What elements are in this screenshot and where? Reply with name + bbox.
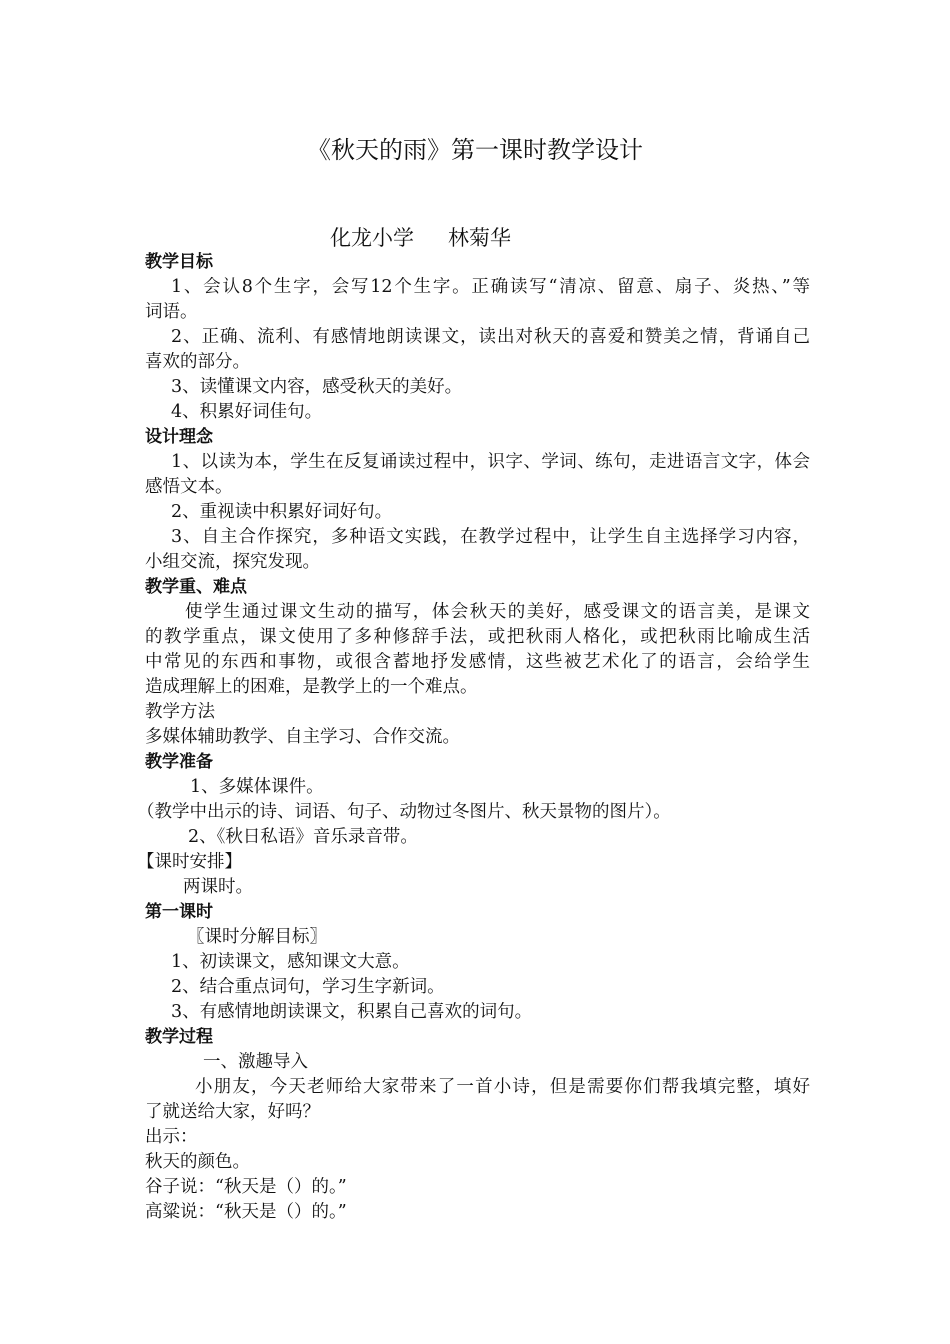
section-heading: 第一课时 xyxy=(145,902,213,922)
document-title: 《秋天的雨》第一课时教学设计 xyxy=(307,136,643,164)
body-text-line: 多媒体辅助教学、自主学习、合作交流。 xyxy=(145,727,460,747)
body-text-line: 中常见的东西和事物，或很含蓄地抒发感情，这些被艺术化了的语言，会给学生 xyxy=(145,652,810,672)
body-text-line: 2、重视读中积累好词好句。 xyxy=(171,502,393,522)
body-text-line: 的教学重点，课文使用了多种修辞手法，或把秋雨人格化，或把秋雨比喻成生活 xyxy=(145,627,810,647)
body-text-line: 【课时安排】 xyxy=(137,852,242,872)
body-text-line: 4、积累好词佳句。 xyxy=(171,402,323,422)
body-text-line: 小朋友，今天老师给大家带来了一首小诗，但是需要你们帮我填完整，填好 xyxy=(195,1077,810,1097)
body-text-line: 2、结合重点词句，学习生字新词。 xyxy=(171,977,445,997)
body-text-line: 3、有感情地朗读课文，积累自己喜欢的词句。 xyxy=(171,1002,533,1022)
body-text-line: 高粱说：“秋天是（）的。” xyxy=(145,1202,347,1222)
body-text-line: 谷子说：“秋天是（）的。” xyxy=(145,1177,347,1197)
section-heading: 教学过程 xyxy=(145,1027,213,1047)
body-text-line: 2、《秋日私语》音乐录音带。 xyxy=(188,827,418,847)
body-text-line: 感悟文本。 xyxy=(145,477,233,497)
body-text-line: 词语。 xyxy=(145,302,198,322)
body-text-line: 小组交流，探究发现。 xyxy=(145,552,320,572)
body-text-line: 使学生通过课文生动的描写，体会秋天的美好，感受课文的语言美，是课文 xyxy=(185,602,810,622)
author-school: 化龙小学 xyxy=(330,226,414,250)
body-text-line: 教学方法 xyxy=(145,702,215,722)
body-text-line: 1、初读课文，感知课文大意。 xyxy=(171,952,410,972)
body-text-line: 2、正确、流利、有感情地朗读课文，读出对秋天的喜爱和赞美之情，背诵自己 xyxy=(171,327,810,347)
body-text-line: 出示： xyxy=(145,1127,198,1147)
body-text-line: 了就送给大家，好吗？ xyxy=(145,1102,320,1122)
section-heading: 教学准备 xyxy=(145,752,213,772)
body-text-line: （教学中出示的诗、词语、句子、动物过冬图片、秋天景物的图片）。 xyxy=(137,802,671,822)
body-text-line: 造成理解上的困难，是教学上的一个难点。 xyxy=(145,677,478,697)
author-name: 林菊华 xyxy=(448,226,511,250)
body-text-line: 1、会认8个生字，会写12个生字。正确读写“清凉、留意、扇子、炎热、”等 xyxy=(171,277,810,297)
body-text-line: 一、激趣导入 xyxy=(203,1052,308,1072)
body-text-line: 1、以读为本，学生在反复诵读过程中，识字、学词、练句，走进语言文字，体会 xyxy=(171,452,810,472)
body-text-line: 3、读懂课文内容，感受秋天的美好。 xyxy=(171,377,463,397)
section-heading: 教学目标 xyxy=(145,252,213,272)
body-text-line: 两课时。 xyxy=(183,877,253,897)
section-heading: 设计理念 xyxy=(145,427,213,447)
author-line xyxy=(330,224,511,252)
body-text-line: 喜欢的部分。 xyxy=(145,352,250,372)
body-text-line: 3、自主合作探究，多种语文实践，在教学过程中，让学生自主选择学习内容， xyxy=(171,527,810,547)
body-text-line: 1、多媒体课件。 xyxy=(190,777,324,797)
body-text-line: 〖课时分解目标〗 xyxy=(187,927,327,947)
section-heading: 教学重、难点 xyxy=(145,577,247,597)
body-text-line: 秋天的颜色。 xyxy=(145,1152,250,1172)
